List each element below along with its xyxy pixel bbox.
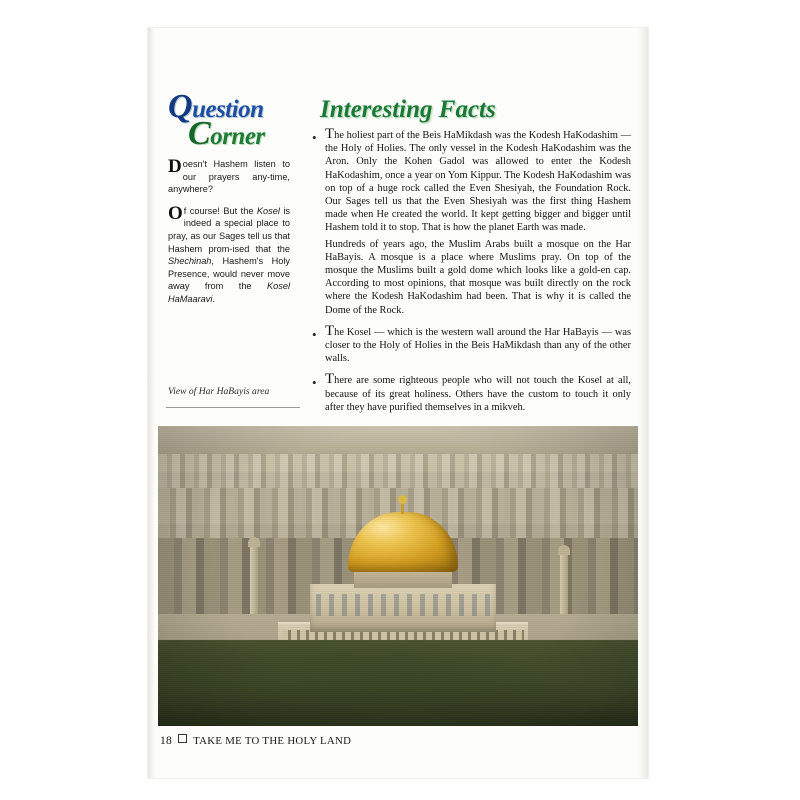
fact-text: here are some righteous people who will not touch the Kosel at all, because of its great holiness. Others have the custom to touch it only after they have purified themselves in a mikveh. [325, 375, 631, 413]
answer-text-2: is indeed a special place to pray, as our Sages tell us that Hashem prom-ised that the [168, 205, 290, 254]
interesting-facts-body [311, 128, 631, 422]
answer-em-kosel-hamaaravi: Kosel HaMaaravi [168, 281, 290, 304]
logo-corner-cap: C [188, 115, 211, 152]
bullet-icon: • [312, 326, 317, 342]
answer-text-3: , Hashem's Holy Presence, would never move away from the [168, 256, 290, 292]
square-bullet-icon [178, 734, 187, 743]
bullet-icon: • [312, 130, 317, 145]
question-paragraph [168, 158, 290, 196]
fact-dropcap: T [325, 126, 335, 142]
page-number: 18 [160, 735, 173, 747]
fact-item [311, 322, 631, 366]
answer-em-shechinah: Shechinah [168, 256, 212, 267]
caption-divider [166, 407, 300, 408]
fact-paragraph [325, 373, 631, 414]
fact-paragraph [325, 128, 631, 235]
answer-dropcap: O [168, 202, 183, 224]
fact-dropcap: T [325, 371, 335, 388]
fact-item [311, 373, 631, 414]
fact-text: he Kosel — which is the western wall around the Har HaBayis — was closer to the Holy of Holies in the Beis HaMikdash than any of the other walls. [325, 326, 631, 365]
fact-paragraph [325, 238, 631, 317]
fact-text: Hundreds of years ago, the Muslim Arabs built a mosque on the Har HaBayis. A mosque is a place where Muslims pray. On top of the mosque the Muslims built a gold dome which looks like a gold-en cap. According to most opinions, that mosque was built directly on the rock where the Kodesh HaKodashim had been. That is why it is called the Dome of the Rock. [325, 238, 631, 316]
fact-paragraph [325, 322, 631, 366]
answer-paragraph [168, 202, 290, 306]
answer-em-kosel: Kosel [256, 205, 280, 216]
question-answer-column [168, 158, 290, 315]
question-dropcap: D [168, 156, 182, 177]
question-corner-logo [168, 88, 303, 150]
photo-caption: View of Har HaBayis area [168, 386, 270, 397]
photo-dome-finial [401, 500, 404, 514]
answer-text-1: f course! But the [183, 205, 257, 216]
photo-dome-of-the-rock [158, 426, 638, 726]
logo-line-corner [188, 115, 265, 153]
fact-item [311, 128, 631, 317]
book-title: TAKE ME TO THE HOLY LAND [193, 735, 352, 747]
logo-question-cap: Q [168, 88, 193, 125]
fact-dropcap: T [325, 322, 335, 339]
page-footer [160, 734, 351, 747]
answer-text-4: . [212, 293, 215, 304]
page-sheet [148, 28, 648, 778]
question-text: oesn't Hashem listen to our prayers any-time, anywhere? [168, 159, 290, 195]
fact-text: he holiest part of the Beis HaMikdash was the Kodesh HaKodashim — the Holy of Holies. The only vessel in the Kodesh HaKodashim was the Aron. Only the Kohen Gadol was allowed to enter the Kodesh HaKodashim, once a year on Yom Kippur. The Kodesh HaKodashim was on top of a huge rock called the Even Shesiyah, the Foundation Rock. Our Sages tell us that the Even Shesiyah was the first thing Hashem made when He created the world. It kept getting bigger and bigger until Hashem told it to stop. That is how the planet Earth was made. [325, 130, 631, 234]
bullet-icon: • [312, 375, 317, 391]
photo-mosque-octagon [310, 584, 496, 632]
logo-question-rest: uestion [192, 96, 264, 123]
photo-foreground-foliage [158, 640, 638, 726]
section-heading: Interesting Facts [320, 96, 496, 123]
photo-minaret-left [250, 546, 258, 624]
logo-corner-rest: orner [210, 123, 265, 150]
